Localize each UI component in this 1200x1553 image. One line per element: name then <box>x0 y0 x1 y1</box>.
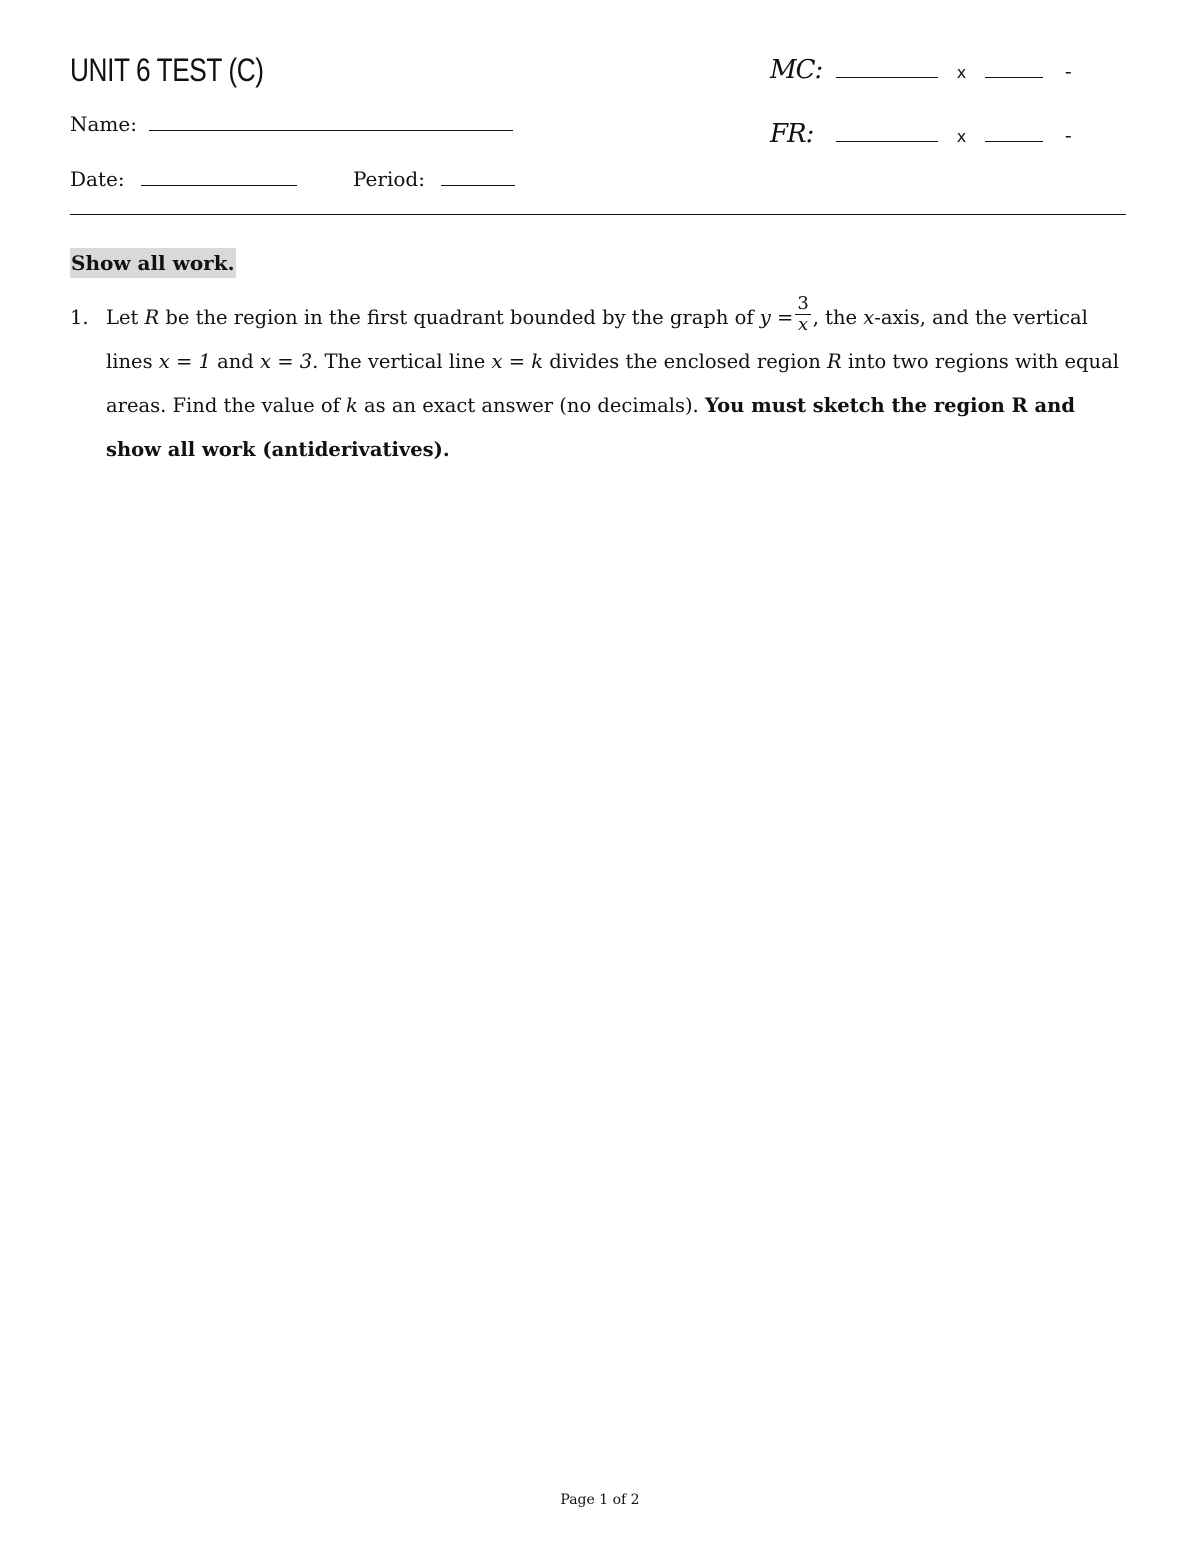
question-text-part: Let <box>106 306 145 329</box>
fr-dash: - <box>1064 123 1072 147</box>
mc-dash: - <box>1064 59 1072 83</box>
name-blank[interactable] <box>149 110 513 131</box>
mc-score-blank[interactable] <box>836 57 938 78</box>
mc-points-blank[interactable] <box>985 57 1043 78</box>
math-x: x <box>863 306 875 329</box>
mc-label: MC: <box>770 55 823 85</box>
question-text-part: be the region in the first quadrant bounded by the graph of <box>159 306 760 329</box>
question-text-part: into two regions with equal areas. Find the value of <box>106 350 1119 417</box>
fr-score-blank[interactable] <box>836 121 938 142</box>
fr-score-row <box>770 120 1072 151</box>
period-label: Period: <box>353 167 425 191</box>
period-field <box>353 165 515 193</box>
date-field <box>70 165 297 193</box>
question-text-part: as an exact answer (no decimals). <box>357 394 705 417</box>
question-number: 1. <box>70 306 89 329</box>
fraction-numerator: 3 <box>797 293 809 314</box>
test-title: UNIT 6 TEST (C) <box>70 52 264 88</box>
fraction-denominator: x <box>797 314 809 335</box>
fr-label: FR: <box>770 119 814 149</box>
question-text-part: and <box>210 350 260 373</box>
mc-times-symbol: x <box>956 63 967 82</box>
math-x-equals-k: x = k <box>491 350 544 373</box>
fr-points-blank[interactable] <box>985 121 1043 142</box>
name-field <box>70 110 513 138</box>
instructions: Show all work. <box>70 248 236 278</box>
math-k: k <box>346 394 358 417</box>
math-R: R <box>144 306 160 329</box>
question-text-part: -axis, and the vertical lines <box>106 306 1088 373</box>
fraction-3-over-x <box>795 294 810 335</box>
name-label: Name: <box>70 112 137 136</box>
mc-score-row <box>770 56 1072 87</box>
math-y-equals: y = <box>759 306 794 329</box>
math-x-equals-1: x = 1 <box>158 350 211 373</box>
math-R: R <box>826 350 842 373</box>
date-blank[interactable] <box>141 165 297 186</box>
math-x-equals-3: x = 3 <box>260 350 313 373</box>
header-divider <box>70 214 1126 215</box>
fr-times-symbol: x <box>956 127 967 146</box>
question-text <box>106 293 1130 472</box>
question-text-part: divides the enclosed region <box>543 350 827 373</box>
question-text-part: . The vertical line <box>312 350 492 373</box>
question-1 <box>70 293 1130 472</box>
page-number: Page 1 of 2 <box>560 1492 640 1508</box>
question-bold-instruction: You must sketch the region R and show all work (antiderivatives). <box>106 394 1075 461</box>
date-label: Date: <box>70 167 125 191</box>
period-blank[interactable] <box>441 165 515 186</box>
question-text-part: , the <box>812 306 864 329</box>
